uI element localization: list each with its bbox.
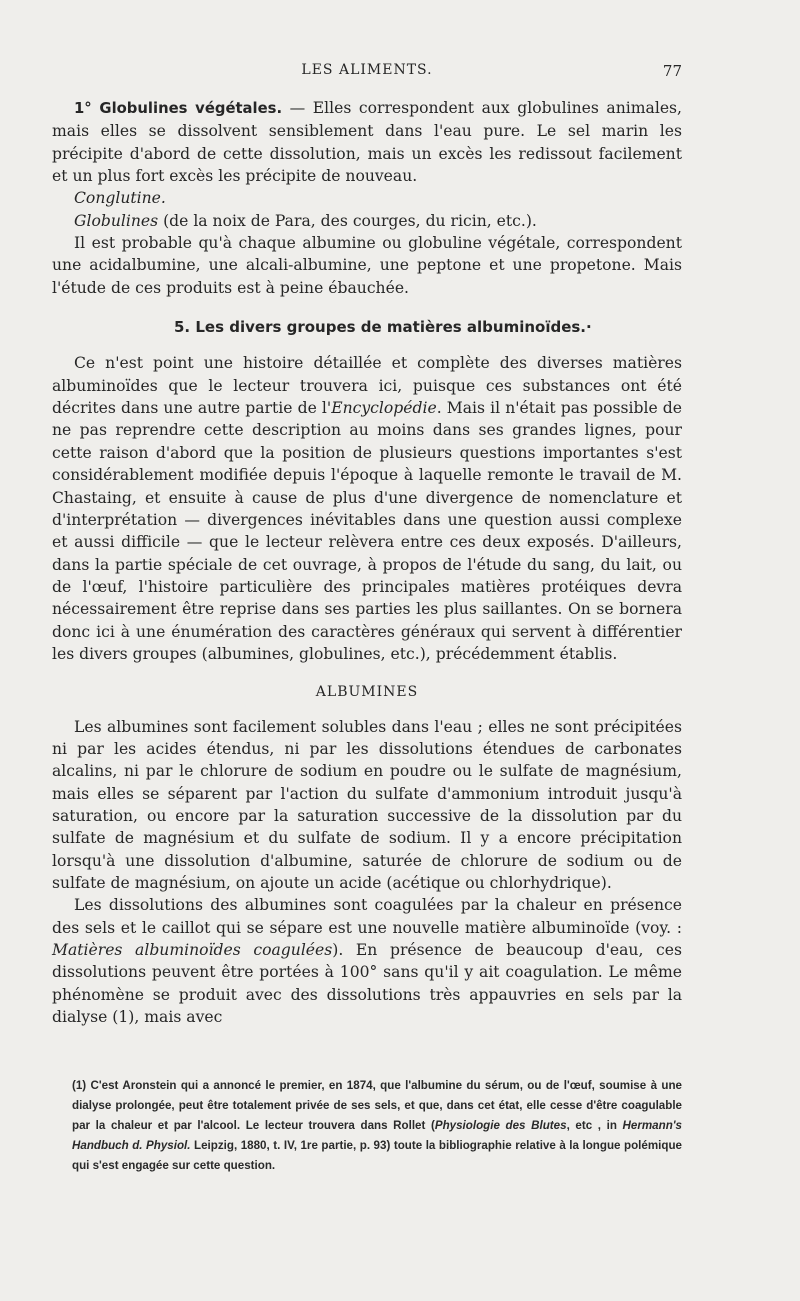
coagulees-term: Matières albuminoïdes coagulées <box>52 941 333 960</box>
paragraph-part: ). En présence de beaucoup d'eau, ces dissolutions peuvent être portées à 100° sans qu'il y ait coagulation. Le même phénomène se produit avec des dissolutions très appauvries en sels par la dialyse (1), mais avec <box>52 941 682 1027</box>
footnote-italic: Hermann's Handbuch d. Physiol. <box>72 1119 682 1152</box>
paragraph-part: Ce n'est point une histoire détaillée et complète des diverses matières albuminoïdes que le lecteur trouvera ici, puisque ces substances ont été décrites dans une autre partie de l' <box>52 354 682 418</box>
paragraph-dissolutions <box>52 894 682 1028</box>
paragraph-albumines: Les albumines sont facilement solubles dans l'eau ; elles ne sont précipitées ni par les acides étendus, ni par les dissolutions étendues de carbonates alcalins, ni par le chlorure de sodium en poudre ou le sulfate de magnésium, mais elles se séparent par l'action du sulfate d'ammonium introduit jusqu'à saturation, ou encore par la saturation successive de la dissolution par du sulfate de magnésium et du sulfate de sodium. Il y a encore précipitation lorsqu'à une dissolution d'albumine, saturée de chlorure de sodium ou de sulfate de magnésium, on ajoute un acide (acétique ou chlorhydrique). <box>52 717 682 892</box>
page-number: 77 <box>662 62 682 80</box>
encyclopedie-term: Encyclopédie <box>331 399 437 418</box>
section-heading: 5. Les divers groupes de matières albuminoïdes.· <box>174 318 592 337</box>
running-head: LES ALIMENTS. <box>301 62 433 78</box>
paragraph-lead: 1° Globulines végétales. <box>74 100 283 117</box>
globulines-term: Globulines <box>74 211 159 230</box>
footnote-part: , etc , in <box>566 1119 623 1132</box>
body-text <box>52 97 682 1028</box>
globulines-line <box>52 210 682 232</box>
footnote-text <box>52 1076 682 1176</box>
footnote-part: (1) C'est Aronstein qui a annoncé le premier, en 1874, que l'albumine du sérum, ou de l'œuf, soumise à une dialyse prolongée, peut être totalement privée de ses sels, et que, dans cet état, elle cesse d'être coagulable par la chaleur et par l'alcool. Le lecteur trouvera dans Rollet ( <box>72 1079 682 1132</box>
conglutine-line: Conglutine. <box>74 189 166 208</box>
footnote-italic: Physiologie des Blutes <box>434 1119 567 1132</box>
paragraph-part: . Mais il n'était pas possible de ne pas reprendre cette description au moins dans ses grandes lignes, pour cette raison d'abord que la position de plusieurs questions importantes s'est considérablement modifiée depuis l'époque à laquelle remonte le travail de M. Chastaing, et ensuite à cause de plus d'une divergence de nomenclature et d'interprétation — divergences inévitables dans une question aussi complexe et aussi difficile — que le lecteur relèvera entre ces deux exposés. D'ailleurs, dans la partie spéciale de cet ouvrage, à propos de l'étude du sang, du lait, ou de l'œuf, l'histoire particulière des principales matières protéiques devra nécessairement être reprise dans ses parties les plus saillantes. On se bornera donc ici à une énumération des caractères généraux qui servent à différentier les divers groupes (albumines, globulines, etc.), précédemment établis. <box>52 399 682 663</box>
paragraph-probable: Il est probable qu'à chaque albumine ou globuline végétale, correspondent une acidalbumine, une alcali-albumine, une peptone et une propetone. Mais l'étude de ces produits est à peine ébauchée. <box>52 234 682 297</box>
globulines-text: (de la noix de Para, des courges, du ricin, etc.). <box>158 211 537 230</box>
paragraph-part: Les dissolutions des albumines sont coagulées par la chaleur en présence des sels et le caillot qui se sépare est une nouvelle matière albuminoïde (voy. : <box>52 896 682 937</box>
albumines-heading: ALBUMINES <box>315 684 419 701</box>
paragraph-globulines-vegetales <box>52 97 682 187</box>
footnote <box>52 1076 682 1176</box>
footnote-part: Leipzig, 1880, t. IV, 1re partie, p. 93) toute la bibliographie relative à la longue polémique qui s'est engagée sur cette question. <box>72 1139 682 1172</box>
paragraph-histoire <box>52 352 682 665</box>
paragraph-text: — Elles correspondent aux globulines animales, mais elles se dissolvent sensiblement dans l'eau pure. Le sel marin les précipite d'abord de cette dissolution, mais un excès les redissout facilement et un plus fort excès les précipite de nouveau. <box>52 99 683 186</box>
page-header <box>52 62 682 84</box>
